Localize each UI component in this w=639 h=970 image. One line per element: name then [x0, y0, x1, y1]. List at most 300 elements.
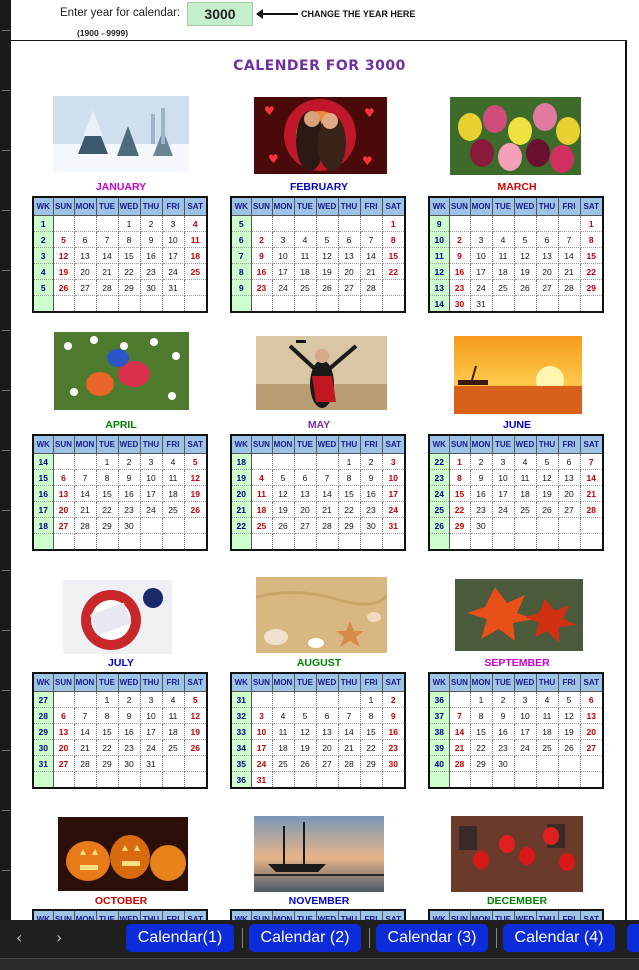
day-cell[interactable]: 28: [96, 280, 118, 296]
day-cell[interactable]: 19: [514, 264, 536, 280]
day-cell[interactable]: 15: [96, 486, 118, 502]
day-cell[interactable]: [536, 518, 558, 534]
day-cell[interactable]: 17: [470, 264, 492, 280]
day-cell[interactable]: 20: [338, 264, 360, 280]
day-cell[interactable]: 11: [162, 708, 184, 724]
day-cell[interactable]: 27: [53, 756, 74, 772]
week-number-cell[interactable]: 8: [231, 264, 251, 280]
day-cell[interactable]: [514, 518, 536, 534]
day-cell[interactable]: 30: [118, 518, 140, 534]
tab-calendar-4[interactable]: Calendar (4): [503, 924, 615, 952]
day-cell[interactable]: 21: [74, 502, 96, 518]
day-cell[interactable]: 5: [53, 232, 74, 248]
day-cell[interactable]: [53, 454, 74, 470]
day-cell[interactable]: [449, 692, 470, 708]
day-cell[interactable]: [118, 534, 140, 551]
day-cell[interactable]: 19: [316, 264, 338, 280]
day-cell[interactable]: [558, 534, 580, 551]
day-cell[interactable]: 31: [162, 280, 184, 296]
day-cell[interactable]: 26: [536, 502, 558, 518]
day-cell[interactable]: 9: [382, 708, 405, 724]
day-cell[interactable]: 4: [251, 470, 272, 486]
day-cell[interactable]: [74, 454, 96, 470]
day-cell[interactable]: [558, 296, 580, 313]
day-cell[interactable]: 25: [162, 740, 184, 756]
week-number-cell[interactable]: 10: [429, 232, 449, 248]
day-cell[interactable]: 12: [294, 724, 316, 740]
day-cell[interactable]: 18: [492, 264, 514, 280]
week-number-cell[interactable]: 5: [33, 280, 53, 296]
tab-calendar-2[interactable]: Calendar (2): [249, 924, 361, 952]
day-cell[interactable]: [184, 296, 207, 313]
day-cell[interactable]: 28: [74, 756, 96, 772]
week-number-cell[interactable]: 23: [429, 470, 449, 486]
day-cell[interactable]: [118, 296, 140, 313]
day-cell[interactable]: 1: [470, 692, 492, 708]
day-cell[interactable]: 30: [470, 518, 492, 534]
day-cell[interactable]: [580, 518, 603, 534]
day-cell[interactable]: 14: [558, 248, 580, 264]
day-cell[interactable]: [514, 772, 536, 789]
day-cell[interactable]: 2: [118, 454, 140, 470]
day-cell[interactable]: 27: [316, 756, 338, 772]
day-cell[interactable]: 1: [449, 454, 470, 470]
day-cell[interactable]: 5: [272, 470, 294, 486]
day-cell[interactable]: [580, 534, 603, 551]
day-cell[interactable]: 7: [360, 232, 382, 248]
day-cell[interactable]: 16: [360, 486, 382, 502]
day-cell[interactable]: 30: [382, 756, 405, 772]
day-cell[interactable]: 25: [294, 280, 316, 296]
day-cell[interactable]: 27: [294, 518, 316, 534]
day-cell[interactable]: 18: [251, 502, 272, 518]
day-cell[interactable]: [382, 534, 405, 551]
day-cell[interactable]: 11: [184, 232, 207, 248]
day-cell[interactable]: [140, 518, 162, 534]
day-cell[interactable]: 8: [382, 232, 405, 248]
day-cell[interactable]: [162, 296, 184, 313]
day-cell[interactable]: 12: [184, 470, 207, 486]
day-cell[interactable]: 15: [118, 248, 140, 264]
day-cell[interactable]: 13: [558, 470, 580, 486]
day-cell[interactable]: 4: [536, 692, 558, 708]
day-cell[interactable]: [536, 772, 558, 789]
day-cell[interactable]: 22: [360, 740, 382, 756]
day-cell[interactable]: 28: [316, 518, 338, 534]
day-cell[interactable]: 10: [272, 248, 294, 264]
day-cell[interactable]: 10: [162, 232, 184, 248]
day-cell[interactable]: 3: [140, 454, 162, 470]
day-cell[interactable]: 4: [514, 454, 536, 470]
day-cell[interactable]: 23: [492, 740, 514, 756]
day-cell[interactable]: 26: [294, 756, 316, 772]
day-cell[interactable]: 2: [251, 232, 272, 248]
day-cell[interactable]: 3: [514, 692, 536, 708]
day-cell[interactable]: 6: [53, 470, 74, 486]
day-cell[interactable]: 22: [580, 264, 603, 280]
day-cell[interactable]: [74, 216, 96, 232]
day-cell[interactable]: [514, 216, 536, 232]
day-cell[interactable]: 11: [514, 470, 536, 486]
day-cell[interactable]: [514, 534, 536, 551]
day-cell[interactable]: 2: [140, 216, 162, 232]
day-cell[interactable]: 19: [294, 740, 316, 756]
day-cell[interactable]: [514, 296, 536, 313]
day-cell[interactable]: [492, 772, 514, 789]
day-cell[interactable]: 25: [184, 264, 207, 280]
day-cell[interactable]: 3: [272, 232, 294, 248]
day-cell[interactable]: 3: [162, 216, 184, 232]
week-number-cell[interactable]: 12: [429, 264, 449, 280]
day-cell[interactable]: [492, 534, 514, 551]
day-cell[interactable]: [580, 296, 603, 313]
day-cell[interactable]: [470, 216, 492, 232]
day-cell[interactable]: [449, 534, 470, 551]
day-cell[interactable]: 1: [118, 216, 140, 232]
day-cell[interactable]: 5: [184, 692, 207, 708]
day-cell[interactable]: 8: [338, 470, 360, 486]
day-cell[interactable]: 4: [184, 216, 207, 232]
day-cell[interactable]: 29: [470, 756, 492, 772]
day-cell[interactable]: [558, 772, 580, 789]
day-cell[interactable]: 27: [338, 280, 360, 296]
day-cell[interactable]: [96, 296, 118, 313]
day-cell[interactable]: [536, 296, 558, 313]
day-cell[interactable]: 18: [294, 264, 316, 280]
day-cell[interactable]: [360, 534, 382, 551]
day-cell[interactable]: 26: [272, 518, 294, 534]
day-cell[interactable]: 8: [96, 708, 118, 724]
week-number-cell[interactable]: 36: [231, 772, 251, 789]
day-cell[interactable]: 10: [251, 724, 272, 740]
day-cell[interactable]: 21: [316, 502, 338, 518]
day-cell[interactable]: [74, 692, 96, 708]
day-cell[interactable]: 1: [338, 454, 360, 470]
day-cell[interactable]: [338, 692, 360, 708]
day-cell[interactable]: 19: [536, 486, 558, 502]
day-cell[interactable]: 14: [360, 248, 382, 264]
day-cell[interactable]: 22: [96, 502, 118, 518]
week-number-cell[interactable]: [429, 772, 449, 789]
day-cell[interactable]: 16: [470, 486, 492, 502]
day-cell[interactable]: 14: [96, 248, 118, 264]
day-cell[interactable]: 13: [53, 486, 74, 502]
day-cell[interactable]: 27: [558, 502, 580, 518]
day-cell[interactable]: [53, 296, 74, 313]
week-number-cell[interactable]: 9: [429, 216, 449, 232]
day-cell[interactable]: [140, 296, 162, 313]
day-cell[interactable]: [162, 772, 184, 789]
day-cell[interactable]: 1: [96, 454, 118, 470]
day-cell[interactable]: 20: [53, 502, 74, 518]
day-cell[interactable]: 12: [184, 708, 207, 724]
day-cell[interactable]: [251, 296, 272, 313]
day-cell[interactable]: 30: [118, 756, 140, 772]
day-cell[interactable]: 27: [53, 518, 74, 534]
day-cell[interactable]: [536, 756, 558, 772]
day-cell[interactable]: [360, 772, 382, 789]
week-number-cell[interactable]: 35: [231, 756, 251, 772]
day-cell[interactable]: [184, 280, 207, 296]
day-cell[interactable]: 15: [580, 248, 603, 264]
day-cell[interactable]: 15: [382, 248, 405, 264]
day-cell[interactable]: [272, 296, 294, 313]
day-cell[interactable]: 25: [492, 280, 514, 296]
day-cell[interactable]: 11: [272, 724, 294, 740]
day-cell[interactable]: 2: [492, 692, 514, 708]
week-number-cell[interactable]: 11: [429, 248, 449, 264]
day-cell[interactable]: 2: [449, 232, 470, 248]
day-cell[interactable]: 2: [360, 454, 382, 470]
day-cell[interactable]: 23: [251, 280, 272, 296]
day-cell[interactable]: 12: [536, 470, 558, 486]
day-cell[interactable]: 6: [74, 232, 96, 248]
day-cell[interactable]: 7: [74, 708, 96, 724]
day-cell[interactable]: 23: [360, 502, 382, 518]
day-cell[interactable]: 7: [580, 454, 603, 470]
day-cell[interactable]: 11: [251, 486, 272, 502]
day-cell[interactable]: 16: [118, 724, 140, 740]
day-cell[interactable]: 24: [272, 280, 294, 296]
day-cell[interactable]: [272, 534, 294, 551]
day-cell[interactable]: 5: [558, 692, 580, 708]
week-number-cell[interactable]: 20: [231, 486, 251, 502]
day-cell[interactable]: 10: [470, 248, 492, 264]
day-cell[interactable]: 26: [184, 502, 207, 518]
day-cell[interactable]: 16: [118, 486, 140, 502]
week-number-cell[interactable]: 22: [429, 454, 449, 470]
day-cell[interactable]: 21: [96, 264, 118, 280]
day-cell[interactable]: 30: [492, 756, 514, 772]
day-cell[interactable]: [184, 534, 207, 551]
day-cell[interactable]: [558, 518, 580, 534]
week-number-cell[interactable]: 31: [231, 692, 251, 708]
day-cell[interactable]: [470, 772, 492, 789]
day-cell[interactable]: [272, 772, 294, 789]
day-cell[interactable]: 4: [272, 708, 294, 724]
day-cell[interactable]: 14: [580, 470, 603, 486]
week-number-cell[interactable]: 34: [231, 740, 251, 756]
week-number-cell[interactable]: 40: [429, 756, 449, 772]
day-cell[interactable]: [514, 756, 536, 772]
day-cell[interactable]: 25: [272, 756, 294, 772]
day-cell[interactable]: 23: [470, 502, 492, 518]
day-cell[interactable]: 5: [294, 708, 316, 724]
day-cell[interactable]: 13: [338, 248, 360, 264]
day-cell[interactable]: 6: [338, 232, 360, 248]
week-number-cell[interactable]: 14: [429, 296, 449, 313]
week-number-cell[interactable]: 18: [33, 518, 53, 534]
day-cell[interactable]: 29: [360, 756, 382, 772]
day-cell[interactable]: 21: [449, 740, 470, 756]
week-number-cell[interactable]: 25: [429, 502, 449, 518]
day-cell[interactable]: [96, 772, 118, 789]
day-cell[interactable]: [294, 296, 316, 313]
day-cell[interactable]: 4: [162, 692, 184, 708]
day-cell[interactable]: [53, 216, 74, 232]
day-cell[interactable]: [294, 534, 316, 551]
day-cell[interactable]: 10: [382, 470, 405, 486]
day-cell[interactable]: 14: [316, 486, 338, 502]
day-cell[interactable]: 16: [251, 264, 272, 280]
day-cell[interactable]: 24: [470, 280, 492, 296]
day-cell[interactable]: [338, 216, 360, 232]
day-cell[interactable]: 18: [162, 724, 184, 740]
day-cell[interactable]: 22: [96, 740, 118, 756]
day-cell[interactable]: 4: [162, 454, 184, 470]
day-cell[interactable]: 28: [558, 280, 580, 296]
day-cell[interactable]: [251, 534, 272, 551]
day-cell[interactable]: 24: [140, 740, 162, 756]
day-cell[interactable]: 26: [184, 740, 207, 756]
week-number-cell[interactable]: [33, 296, 53, 313]
day-cell[interactable]: 21: [74, 740, 96, 756]
day-cell[interactable]: [140, 534, 162, 551]
day-cell[interactable]: 9: [470, 470, 492, 486]
week-number-cell[interactable]: 4: [33, 264, 53, 280]
day-cell[interactable]: 24: [492, 502, 514, 518]
day-cell[interactable]: [74, 772, 96, 789]
day-cell[interactable]: [360, 216, 382, 232]
day-cell[interactable]: 12: [558, 708, 580, 724]
day-cell[interactable]: 17: [514, 724, 536, 740]
day-cell[interactable]: 21: [338, 740, 360, 756]
day-cell[interactable]: 15: [360, 724, 382, 740]
week-number-cell[interactable]: 14: [33, 454, 53, 470]
day-cell[interactable]: 16: [492, 724, 514, 740]
day-cell[interactable]: 28: [74, 518, 96, 534]
day-cell[interactable]: 14: [74, 724, 96, 740]
day-cell[interactable]: [294, 692, 316, 708]
scroll-tabs-left-icon[interactable]: ‹: [16, 928, 23, 947]
day-cell[interactable]: 23: [449, 280, 470, 296]
day-cell[interactable]: 31: [382, 518, 405, 534]
day-cell[interactable]: 25: [162, 502, 184, 518]
day-cell[interactable]: 10: [514, 708, 536, 724]
day-cell[interactable]: 13: [294, 486, 316, 502]
week-number-cell[interactable]: 30: [33, 740, 53, 756]
day-cell[interactable]: [316, 216, 338, 232]
day-cell[interactable]: 15: [96, 724, 118, 740]
day-cell[interactable]: 29: [96, 518, 118, 534]
day-cell[interactable]: [558, 216, 580, 232]
week-number-cell[interactable]: 16: [33, 486, 53, 502]
year-input-cell[interactable]: 3000: [187, 2, 253, 26]
day-cell[interactable]: [382, 772, 405, 789]
day-cell[interactable]: 3: [492, 454, 514, 470]
day-cell[interactable]: 24: [251, 756, 272, 772]
day-cell[interactable]: 20: [316, 740, 338, 756]
week-number-cell[interactable]: 33: [231, 724, 251, 740]
day-cell[interactable]: 29: [449, 518, 470, 534]
day-cell[interactable]: 5: [514, 232, 536, 248]
day-cell[interactable]: [162, 518, 184, 534]
week-number-cell[interactable]: 29: [33, 724, 53, 740]
day-cell[interactable]: 2: [470, 454, 492, 470]
day-cell[interactable]: 1: [360, 692, 382, 708]
day-cell[interactable]: 29: [338, 518, 360, 534]
day-cell[interactable]: 11: [536, 708, 558, 724]
day-cell[interactable]: 6: [580, 692, 603, 708]
day-cell[interactable]: 19: [272, 502, 294, 518]
day-cell[interactable]: [338, 534, 360, 551]
day-cell[interactable]: 17: [140, 486, 162, 502]
day-cell[interactable]: 28: [360, 280, 382, 296]
day-cell[interactable]: [272, 216, 294, 232]
day-cell[interactable]: 26: [316, 280, 338, 296]
day-cell[interactable]: 13: [53, 724, 74, 740]
day-cell[interactable]: 15: [338, 486, 360, 502]
day-cell[interactable]: [580, 772, 603, 789]
day-cell[interactable]: [316, 772, 338, 789]
day-cell[interactable]: 3: [140, 692, 162, 708]
day-cell[interactable]: [74, 534, 96, 551]
day-cell[interactable]: [316, 692, 338, 708]
day-cell[interactable]: [316, 454, 338, 470]
day-cell[interactable]: [118, 772, 140, 789]
day-cell[interactable]: 27: [580, 740, 603, 756]
day-cell[interactable]: 26: [53, 280, 74, 296]
day-cell[interactable]: 21: [580, 486, 603, 502]
day-cell[interactable]: 20: [294, 502, 316, 518]
day-cell[interactable]: 11: [162, 470, 184, 486]
day-cell[interactable]: 16: [140, 248, 162, 264]
week-number-cell[interactable]: 21: [231, 502, 251, 518]
week-number-cell[interactable]: 6: [231, 232, 251, 248]
day-cell[interactable]: 24: [140, 502, 162, 518]
day-cell[interactable]: [316, 296, 338, 313]
day-cell[interactable]: 17: [162, 248, 184, 264]
day-cell[interactable]: [162, 756, 184, 772]
day-cell[interactable]: 21: [360, 264, 382, 280]
day-cell[interactable]: [580, 756, 603, 772]
day-cell[interactable]: [558, 756, 580, 772]
day-cell[interactable]: 20: [536, 264, 558, 280]
day-cell[interactable]: 7: [316, 470, 338, 486]
day-cell[interactable]: 5: [184, 454, 207, 470]
week-number-cell[interactable]: 24: [429, 486, 449, 502]
week-number-cell[interactable]: 19: [231, 470, 251, 486]
day-cell[interactable]: 22: [382, 264, 405, 280]
day-cell[interactable]: 3: [470, 232, 492, 248]
day-cell[interactable]: 27: [536, 280, 558, 296]
day-cell[interactable]: 9: [251, 248, 272, 264]
week-number-cell[interactable]: 3: [33, 248, 53, 264]
day-cell[interactable]: 22: [338, 502, 360, 518]
week-number-cell[interactable]: 18: [231, 454, 251, 470]
day-cell[interactable]: 4: [492, 232, 514, 248]
day-cell[interactable]: 19: [184, 724, 207, 740]
day-cell[interactable]: 7: [558, 232, 580, 248]
day-cell[interactable]: 10: [492, 470, 514, 486]
day-cell[interactable]: [184, 772, 207, 789]
tab-calendar-3[interactable]: Calendar (3): [376, 924, 488, 952]
week-number-cell[interactable]: 31: [33, 756, 53, 772]
day-cell[interactable]: [251, 692, 272, 708]
day-cell[interactable]: 13: [536, 248, 558, 264]
week-number-cell[interactable]: 5: [231, 216, 251, 232]
day-cell[interactable]: [316, 534, 338, 551]
day-cell[interactable]: 7: [74, 470, 96, 486]
day-cell[interactable]: [53, 692, 74, 708]
day-cell[interactable]: [492, 518, 514, 534]
day-cell[interactable]: 23: [382, 740, 405, 756]
day-cell[interactable]: 9: [360, 470, 382, 486]
day-cell[interactable]: [272, 692, 294, 708]
day-cell[interactable]: 8: [118, 232, 140, 248]
day-cell[interactable]: [272, 454, 294, 470]
day-cell[interactable]: 17: [251, 740, 272, 756]
